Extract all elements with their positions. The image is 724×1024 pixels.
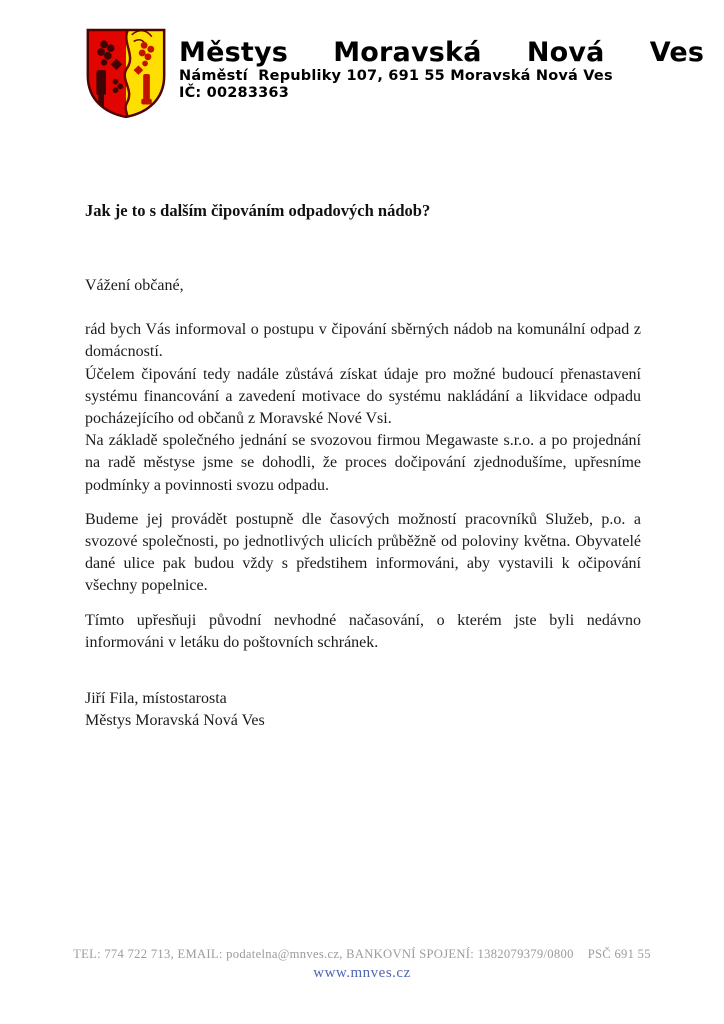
footer-website-link[interactable]: www.mnves.cz [313,965,411,981]
signature-block [85,688,265,732]
paragraph: Tímto upřesňuji původní nevhodné načasování, o kterém jste byli nedávno informováni v letáku do poštovních schránek. [85,611,641,651]
footer-contact-line [0,947,724,962]
signature-organization: Městys Moravská Nová Ves [85,712,265,729]
shield-right-field [126,26,168,120]
paragraph: Účelem čipování tedy nadále zůstává získat údaje pro možné budoucí přenastavení systému financování a zavedení motivace do systému nakládání a likvidace odpadu pocházejícího od občanů z Moravské Nové Vsi. [85,365,641,428]
signature-name-role: Jiří Fila, místostarosta [85,690,227,707]
municipality-registration-id: IČ: 00283363 [179,85,289,101]
footer-postal-code: PSČ 691 55 [587,947,651,961]
letter-body [85,275,641,654]
paragraph: Na základě společného jednání se svozovou firmou Megawaste s.r.o. a po projednání na radě městyse jsme se dohodli, že proces dočipování zjednodušíme, upřesníme podmínky a povinnosti svozu odpadu. [85,432,641,494]
municipality-name: Městys Moravská Nová Ves [179,37,705,68]
paragraph: Budeme jej provádět postupně dle časových možností pracovníků Služeb, p.o. a svozové společnosti, po jednotlivých ulicích průběžně od poloviny května. Obyvatelé dané ulice pak budou vždy s předstihem informováni, aby vystavili k očipování všechny popelnice. [85,510,641,595]
letterhead-text [179,26,704,102]
paragraph: rád bych Vás informoval o postupu v čipování sběrných nádob na komunální odpad z domácností. [85,321,641,361]
municipality-address: Náměstí Republiky 107, 691 55 Moravská Nová Ves [179,68,613,84]
footer-contact-text: TEL: 774 722 713, EMAIL: podatelna@mnves.cz, BANKOVNÍ SPOJENÍ: 1382079379/0800 [73,947,574,961]
letterhead [84,26,704,120]
page-footer [0,947,724,982]
salutation: Vážení občané, [85,277,184,294]
coat-of-arms-icon [84,26,168,120]
letter-subject: Jak je to s dalším čipováním odpadových nádob? [85,201,431,220]
